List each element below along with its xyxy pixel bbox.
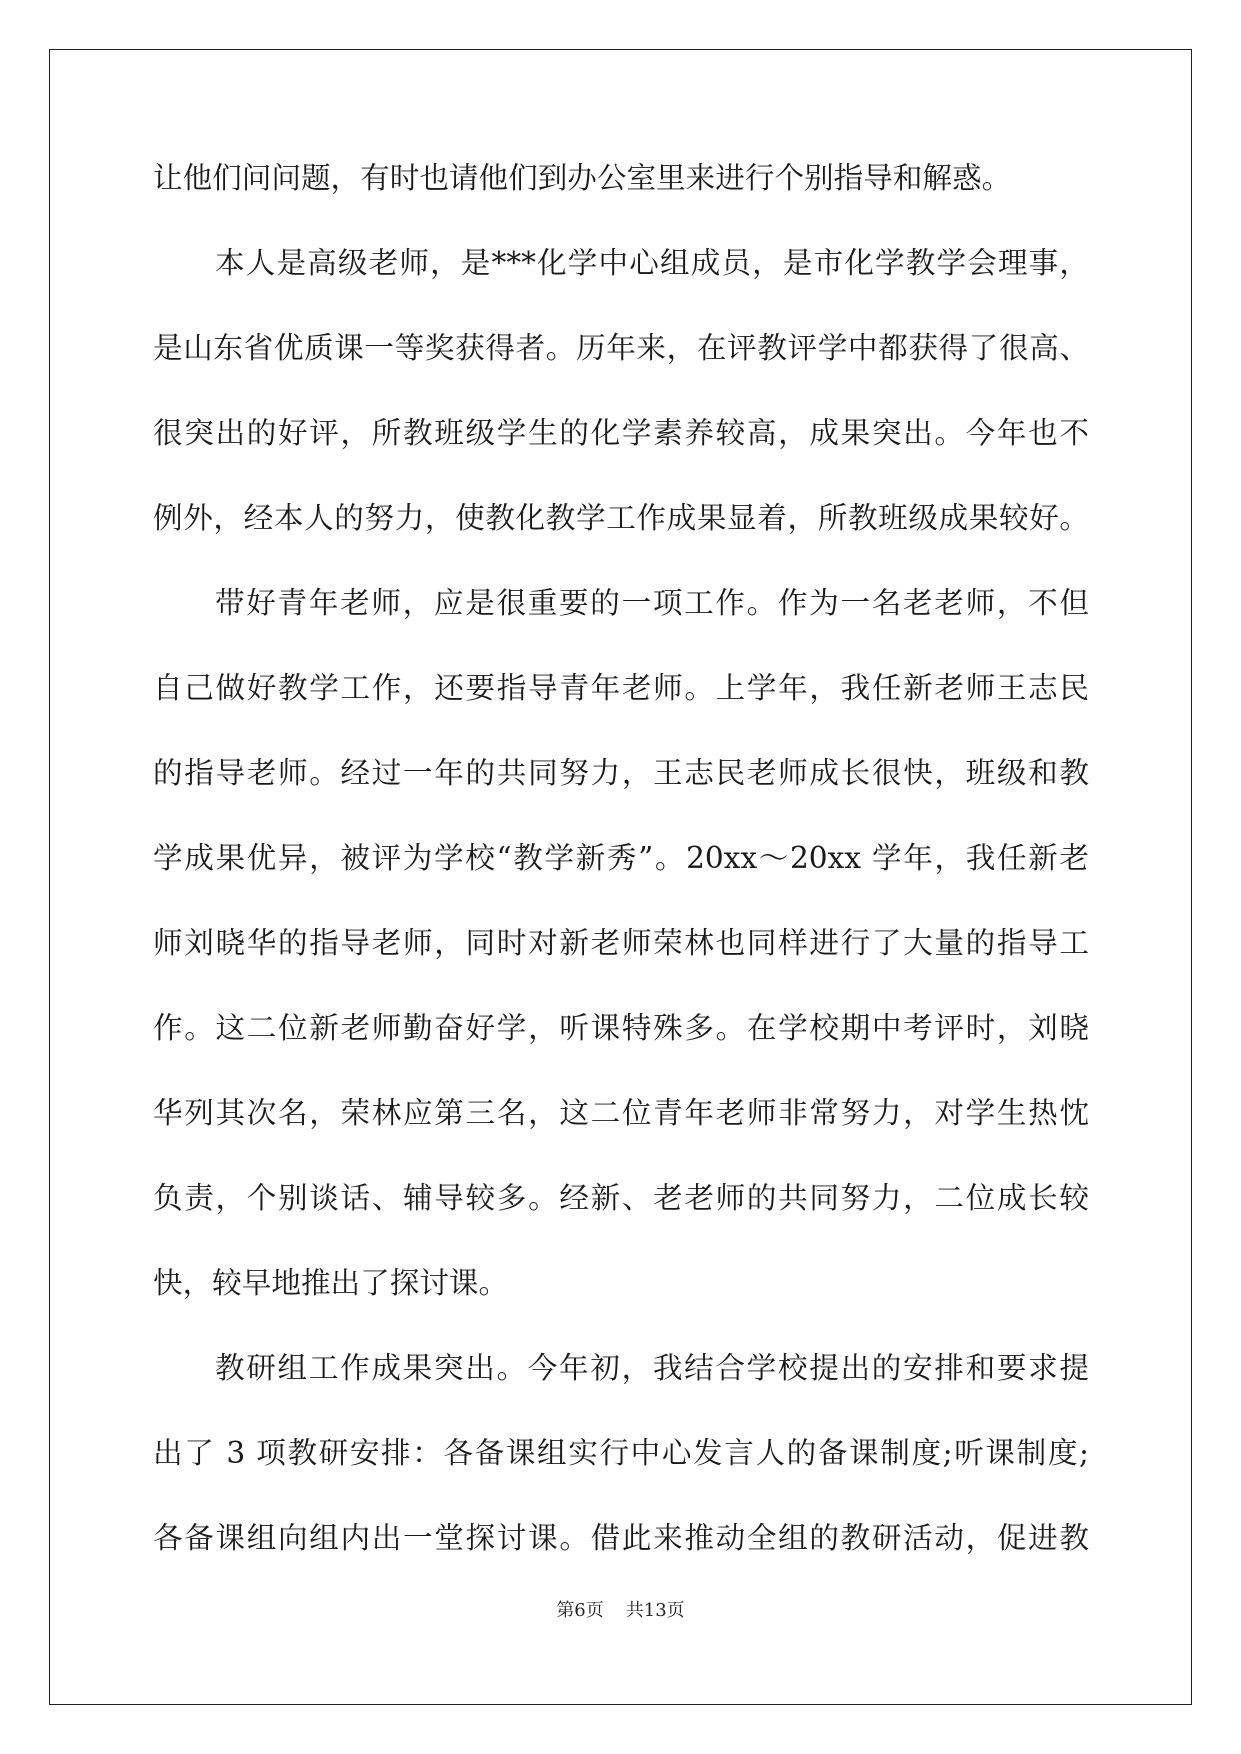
text-line: 让他们问问题，有时也请他们到办公室里来进行个别指导和解惑。 (153, 161, 1012, 195)
text-line: 出了 3 项教研安排：各备课组实行中心发言人的备课制度;听课制度; (153, 1436, 1089, 1470)
text-line: 作。这二位新老师勤奋好学，听课特殊多。在学校期中考评时，刘晓 (153, 1011, 1089, 1045)
paragraph-start-line: 本人是高级老师，是***化学中心组成员，是市化学教学会理事， (215, 246, 1089, 280)
document-body (153, 158, 1089, 1603)
text-line: 是山东省优质课一等奖获得者。历年来，在评教评学中都获得了很高、 (153, 331, 1089, 365)
text-line: 学成果优异，被评为学校“教学新秀”。20xx～20xx 学年，我任新老 (153, 841, 1089, 875)
text-line: 各备课组向组内出一堂探讨课。借此来推动全组的教研活动，促进教 (153, 1521, 1089, 1555)
paragraph-start-line: 教研组工作成果突出。今年初，我结合学校提出的安排和要求提 (215, 1351, 1089, 1385)
text-line: 快，较早地推出了探讨课。 (153, 1266, 509, 1300)
text-line: 负责，个别谈话、辅导较多。经新、老老师的共同努力，二位成长较 (153, 1181, 1089, 1215)
text-line: 例外，经本人的努力，使教化教学工作成果显着，所教班级成果较好。 (153, 501, 1089, 535)
page-number: 第6页 (556, 1600, 604, 1621)
text-line: 自己做好教学工作，还要指导青年老师。上学年，我任新老师王志民 (153, 671, 1089, 705)
text-line: 很突出的好评，所教班级学生的化学素养较高，成果突出。今年也不 (153, 416, 1089, 450)
text-line: 师刘晓华的指导老师，同时对新老师荣林也同样进行了大量的指导工 (153, 926, 1089, 960)
page-footer (0, 1596, 1241, 1622)
page-total: 共13页 (625, 1600, 685, 1621)
text-line: 华列其次名，荣林应第三名，这二位青年老师非常努力，对学生热忱 (153, 1096, 1089, 1130)
paragraph-start-line: 带好青年老师，应是很重要的一项工作。作为一名老老师，不但 (215, 586, 1089, 620)
text-line: 的指导老师。经过一年的共同努力，王志民老师成长很快，班级和教 (153, 756, 1089, 790)
